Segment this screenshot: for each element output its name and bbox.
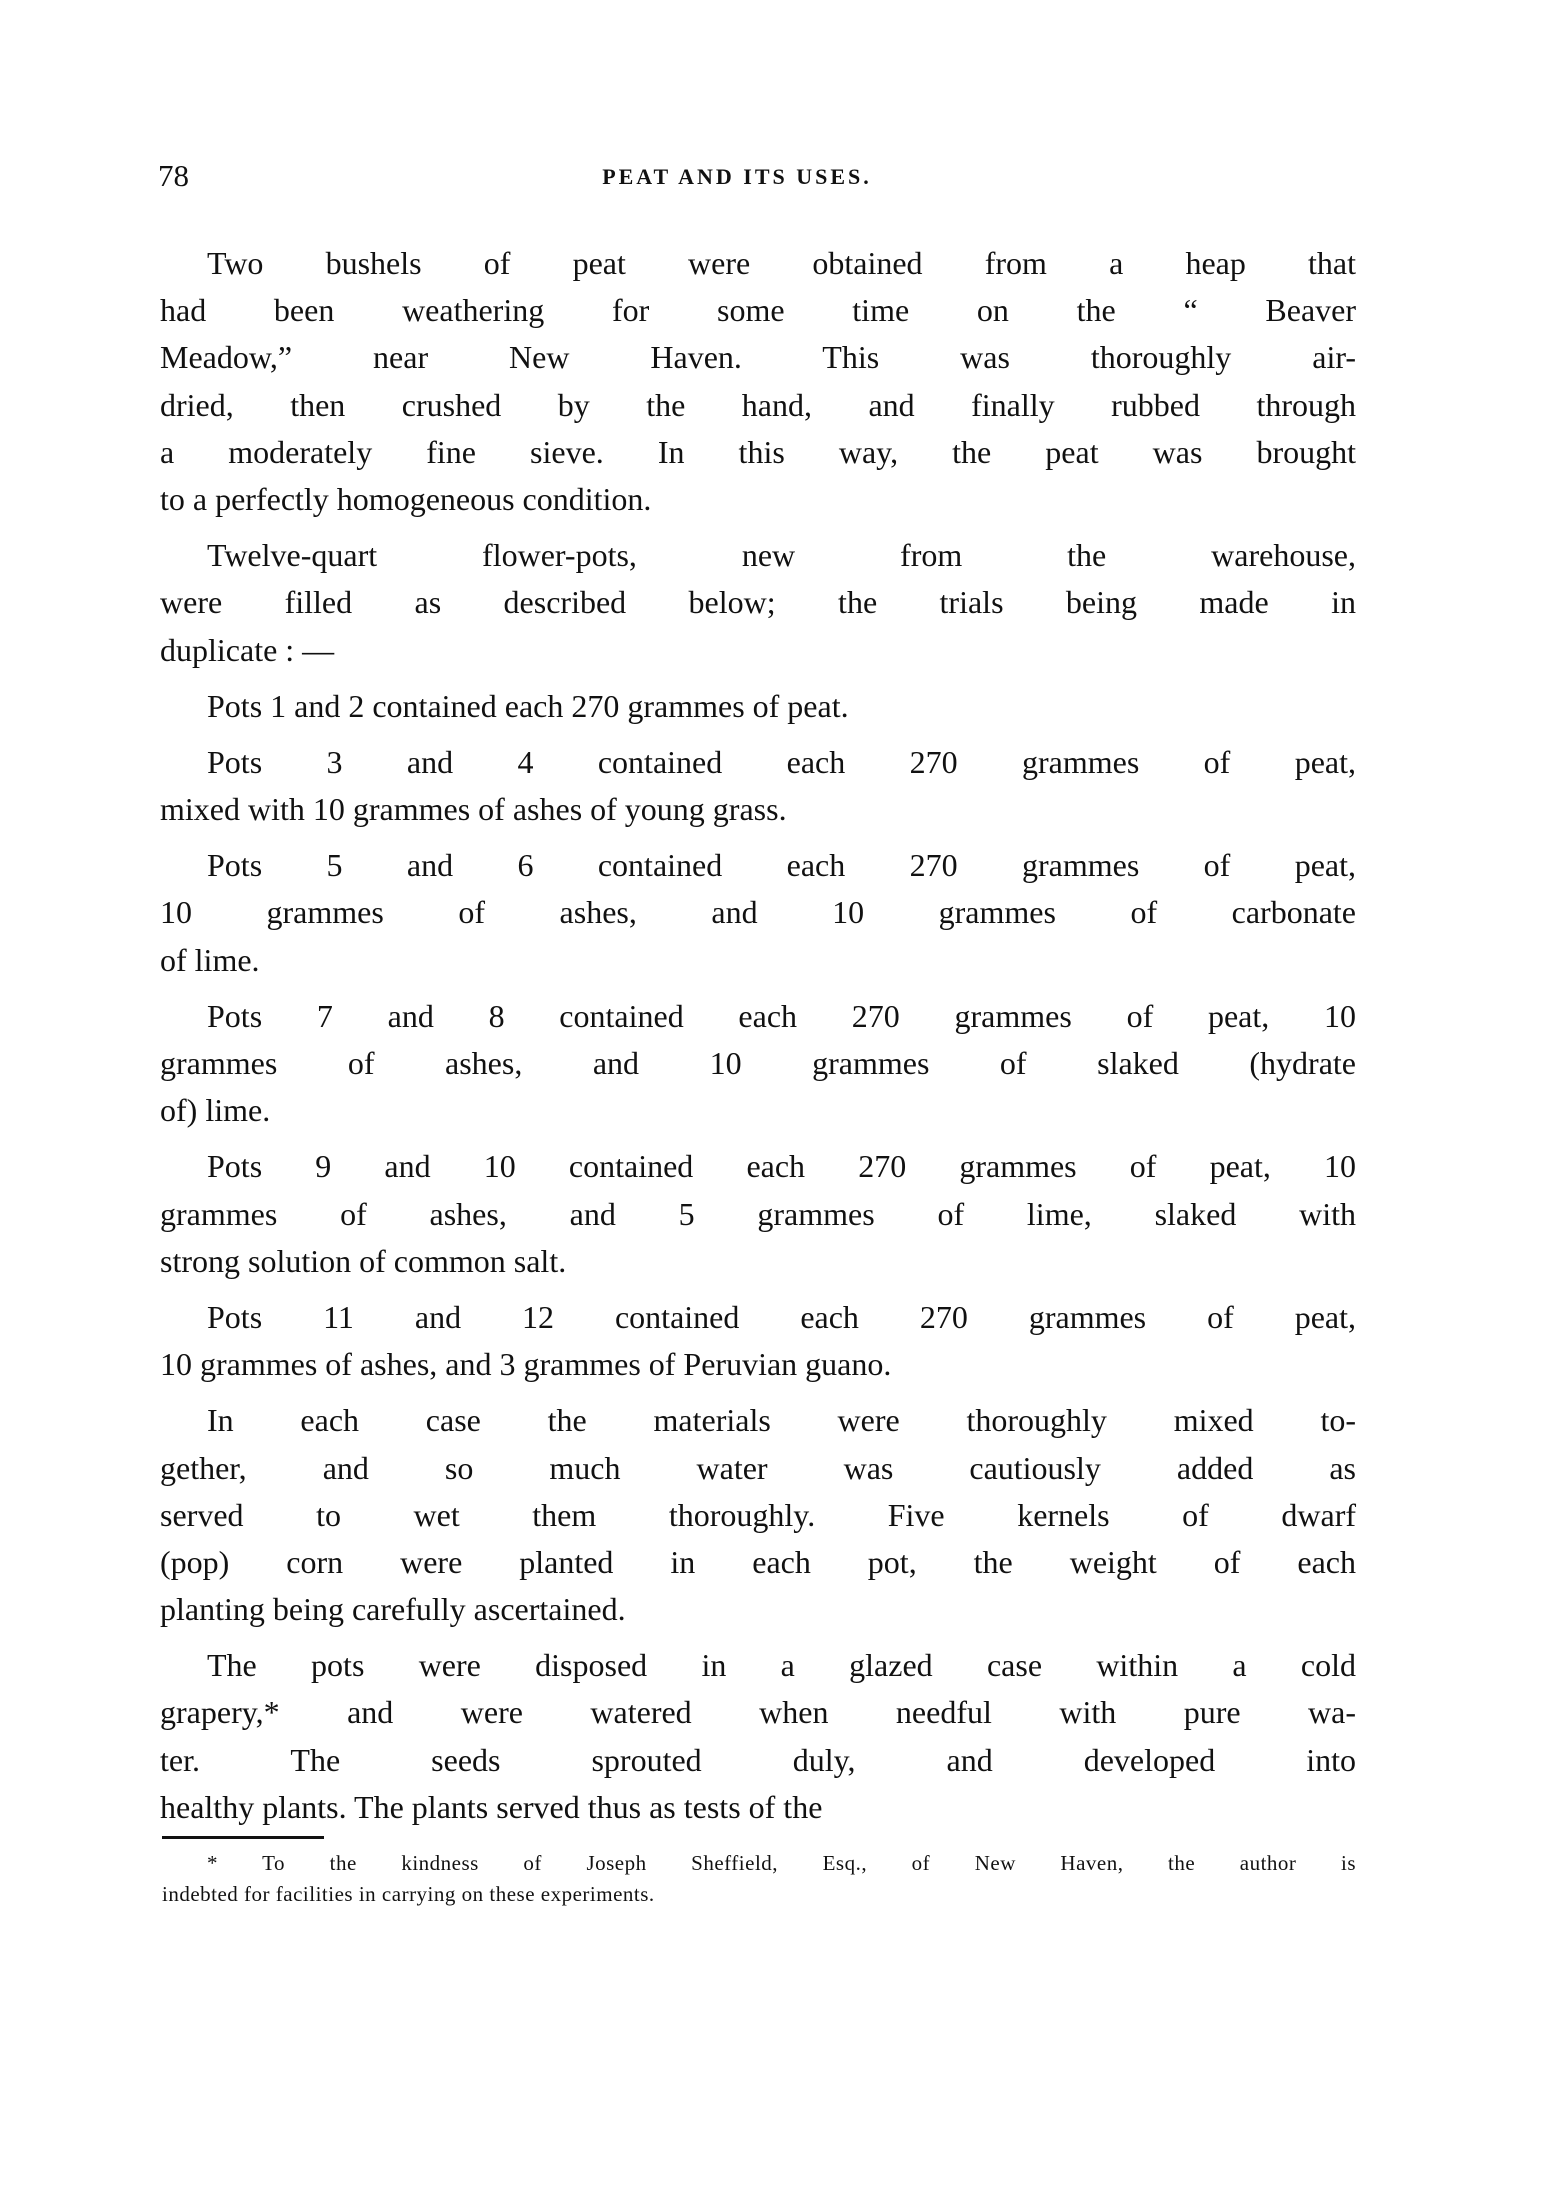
paragraph [160, 1397, 1356, 1633]
paragraph [160, 1143, 1356, 1285]
text-line: strong solution of common salt. [160, 1242, 567, 1279]
text-line: to a perfectly homogeneous condition. [160, 480, 652, 517]
text-line: Two bushels of peat were obtained from a heap that [207, 245, 1356, 281]
page-header [158, 158, 1356, 198]
text-line: Twelve-quart flower-pots, new from the warehouse, [207, 537, 1356, 574]
text-line: dried, then crushed by the hand, and finally rubbed through [160, 386, 1356, 423]
page-number: 78 [158, 158, 189, 193]
text-line: 10 grammes of ashes, and 3 grammes of Peruvian guano. [160, 1346, 892, 1383]
text-line: 10 grammes of ashes, and 10 grammes of carbonate [160, 894, 1356, 931]
paragraph [160, 1642, 1356, 1831]
text-line: mixed with 10 grammes of ashes of young grass. [160, 791, 787, 828]
body-text [160, 240, 1356, 1840]
text-line: grapery,* and were watered when needful with pure wa- [160, 1694, 1356, 1731]
text-line: grammes of ashes, and 10 grammes of slaked (hydrate [160, 1045, 1356, 1081]
paragraph [160, 739, 1356, 833]
text-line: of lime. [160, 941, 260, 978]
paragraph [160, 532, 1356, 674]
text-line: were filled as described below; the trials being made in [160, 584, 1356, 621]
paragraph [160, 993, 1356, 1135]
text-line: gether, and so much water was cautiously added as [160, 1449, 1356, 1486]
paragraph [160, 683, 1356, 730]
paragraph [160, 240, 1356, 523]
text-line: had been weathering for some time on the “ Beaver [160, 292, 1356, 329]
text-line: healthy plants. The plants served thus as tests of the [160, 1788, 823, 1825]
paragraph [160, 1294, 1356, 1388]
text-line: (pop) corn were planted in each pot, the weight of each [160, 1543, 1356, 1580]
text-line: Meadow,” near New Haven. This was thoroughly air- [160, 339, 1356, 376]
footnote-rule [162, 1836, 324, 1839]
footnote-line: indebted for facilities in carrying on these experiments. [162, 1882, 655, 1906]
text-line: duplicate : — [160, 631, 335, 668]
text-line: planting being carefully ascertained. [160, 1591, 626, 1628]
text-line: of) lime. [160, 1092, 271, 1129]
text-line: Pots 9 and 10 contained each 270 grammes of peat, 10 [207, 1148, 1356, 1185]
text-line: In each case the materials were thoroughly mixed to- [207, 1402, 1356, 1439]
text-line: a moderately fine sieve. In this way, the peat was brought [160, 433, 1356, 470]
text-line: served to wet them thoroughly. Five kernels of dwarf [160, 1496, 1356, 1533]
text-line: Pots 5 and 6 contained each 270 grammes of peat, [207, 847, 1356, 884]
text-line: grammes of ashes, and 5 grammes of lime, slaked with [160, 1195, 1356, 1232]
text-line: The pots were disposed in a glazed case within a cold [207, 1647, 1356, 1684]
footnote-line: * To the kindness of Joseph Sheffield, Esq., of New Haven, the author is [207, 1851, 1356, 1875]
text-line: Pots 3 and 4 contained each 270 grammes of peat, [207, 743, 1356, 780]
text-line: ter. The seeds sprouted duly, and developed into [160, 1741, 1356, 1778]
paragraph [160, 842, 1356, 984]
text-line: Pots 11 and 12 contained each 270 grammes of peat, [207, 1298, 1356, 1335]
footnote [162, 1848, 1356, 1910]
text-line: Pots 1 and 2 contained each 270 grammes of peat. [207, 687, 849, 724]
running-title: PEAT AND ITS USES. [602, 164, 872, 189]
text-line: Pots 7 and 8 contained each 270 grammes of peat, 10 [207, 997, 1356, 1034]
